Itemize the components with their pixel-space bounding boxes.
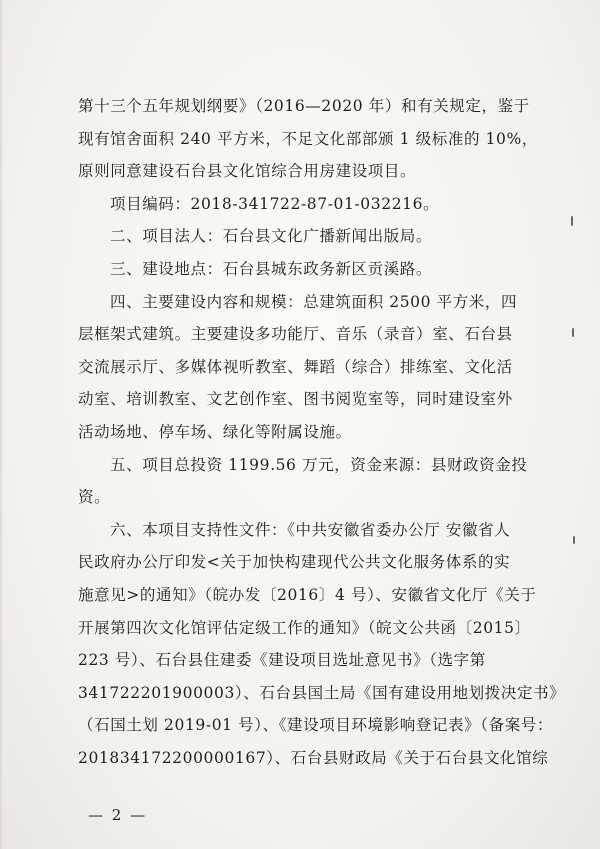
text-line: 民政府办公厅印发<关于加快构建现代公共文化服务体系的实	[78, 553, 511, 572]
text-line: 资。	[78, 488, 111, 507]
text-line: 四、主要建设内容和规模：总建筑面积 2500 平方米，四	[110, 292, 518, 311]
text-line: 活动场地、停车场、绿化等附属设施。	[78, 422, 352, 441]
body-text	[78, 90, 578, 774]
text-line: 现有馆舍面积 240 平方米，不足文化部部颁 1 级标准的 10%，	[78, 129, 538, 148]
text-line: 223 号）、石台县住建委《建设项目选址意见书》（选字第	[78, 651, 486, 670]
text-line: 六、本项目支持性文件：《中共安徽省委办公厅 安徽省人	[110, 520, 511, 539]
text-line: 201834172200000167）、石台县财政局《关于石台县文化馆综	[78, 748, 549, 767]
text-line: 原则同意建设石台县文化馆综合用房建设项目。	[78, 162, 417, 181]
text-line: （石国土划 2019-01 号）、《建设项目环境影响登记表》（备案号：	[78, 716, 554, 735]
text-line: 第十三个五年规划纲要》（2016—2020 年）和有关规定，鉴于	[78, 97, 530, 115]
text-line: 开展第四次文化馆评估定级工作的通知》（皖文公共函〔2015〕	[78, 618, 531, 637]
text-line: 动室、培训教室、文艺创作室、图书阅览室等，同时建设室外	[78, 390, 513, 409]
text-line: 三、建设地点：石台县城东政务新区贡溪路。	[110, 259, 433, 278]
margin-mark	[573, 536, 575, 544]
page-number: — 2 —	[88, 806, 148, 824]
text-line: 交流展示厅、多媒体视听教室、舞蹈（综合）排练室、文化活	[78, 357, 513, 376]
scan-edge	[0, 0, 3, 849]
text-line: 341722201900003）、石台县国土局《国有建设用地划拨决定书》	[78, 683, 566, 702]
text-line: 施意见>的通知》（皖办发〔2016〕4 号）、安徽省文化厅《关于	[78, 585, 537, 604]
text-line: 五、项目总投资 1199.56 万元，资金来源：县财政资金投	[110, 455, 528, 474]
text-line: 二、项目法人：石台县文化广播新闻出版局。	[110, 227, 433, 246]
project-code-line: 项目编码：2018-341722-87-01-032216。	[110, 194, 440, 213]
text-line: 层框架式建筑。主要建设多功能厅、音乐（录音）室、石台县	[78, 325, 513, 344]
margin-mark	[572, 328, 574, 337]
margin-mark	[571, 216, 573, 226]
